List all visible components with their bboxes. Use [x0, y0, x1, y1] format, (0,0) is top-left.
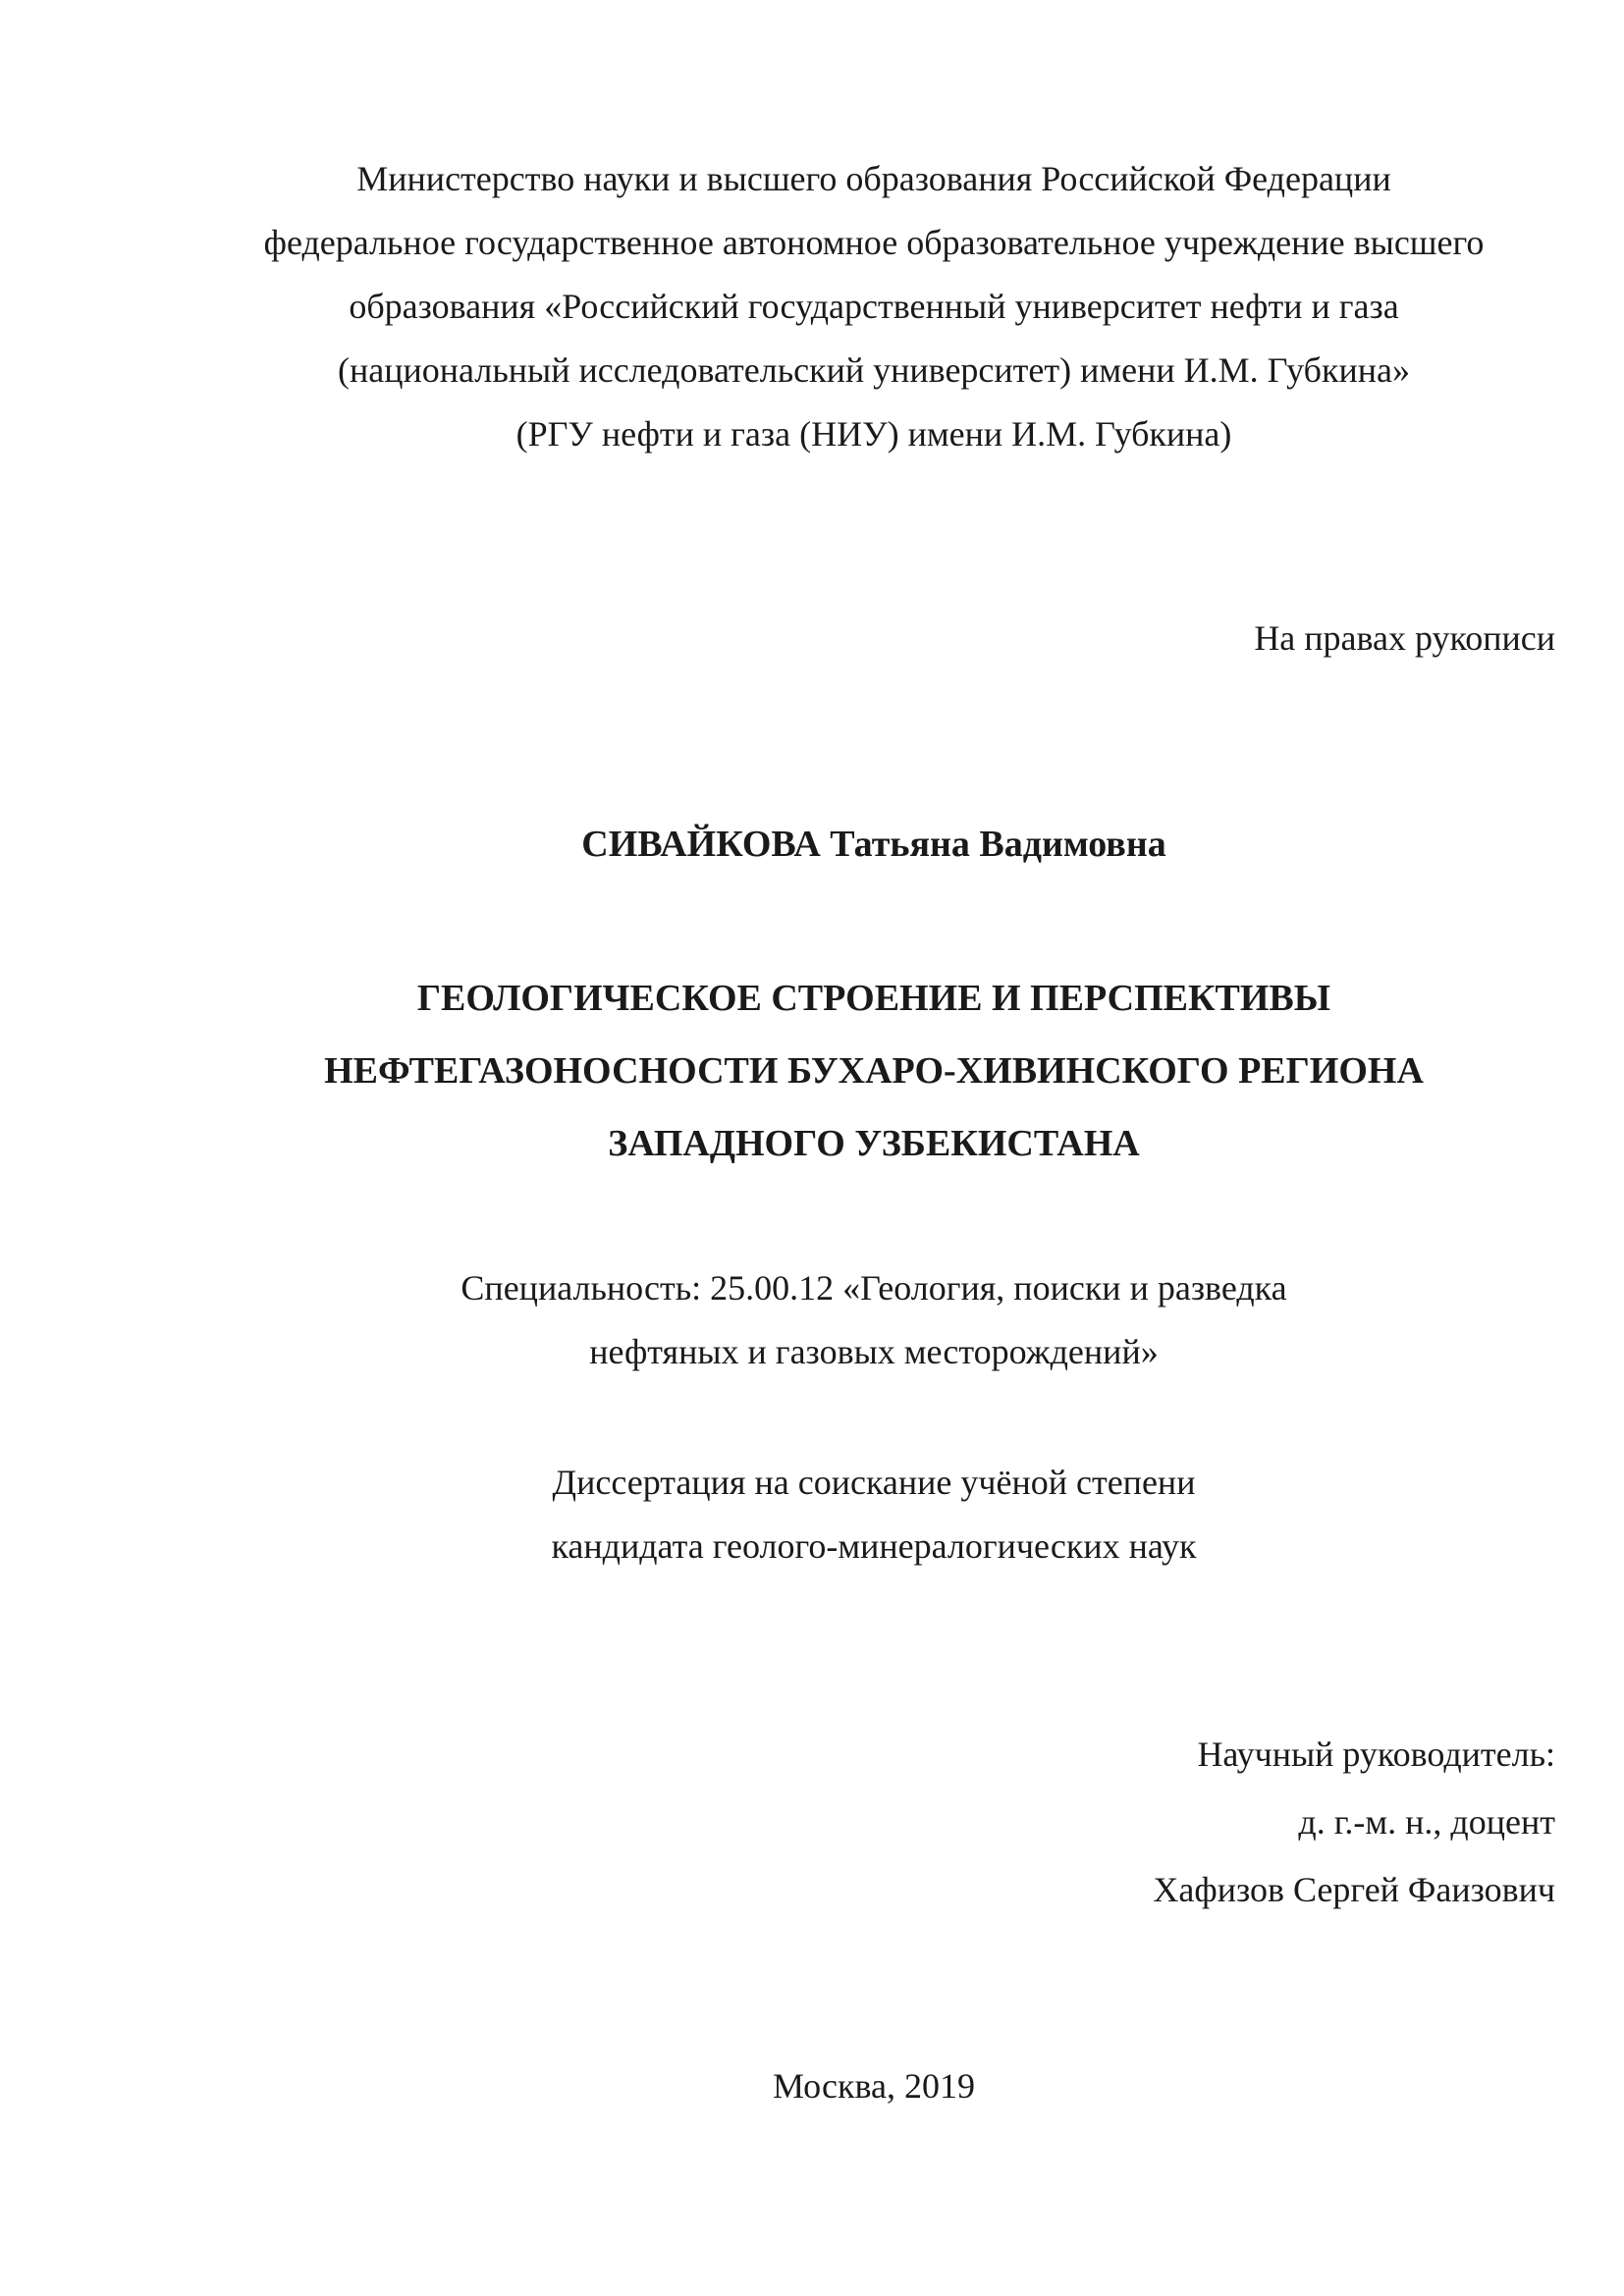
institution-line-abbreviation: (РГУ нефти и газа (НИУ) имени И.М. Губкина)	[515, 414, 1232, 454]
institution-line-type: федеральное государственное автономное образовательное учреждение высшего	[263, 223, 1485, 262]
degree-statement	[187, 1451, 1561, 1578]
degree-statement-line-2: кандидата геолого-минералогических наук	[551, 1526, 1197, 1566]
dissertation-title	[187, 962, 1561, 1180]
institution-line-name: образования «Российский государственный университет нефти и газа	[349, 287, 1399, 326]
author-name	[187, 815, 1561, 874]
supervisor-name: Хафизов Сергей Фаизович	[1153, 1870, 1555, 1909]
author-name-text: СИВАЙКОВА Татьяна Вадимовна	[581, 824, 1166, 865]
manuscript-note	[187, 609, 1555, 667]
specialty-line-1: Специальность: 25.00.12 «Геология, поиски и разведка	[460, 1268, 1287, 1308]
supervisor-block	[187, 1721, 1555, 1924]
city-year	[187, 2056, 1561, 2115]
title-line-2: НЕФТЕГАЗОНОСНОСТИ БУХАРО-ХИВИНСКОГО РЕГИОНА	[324, 1050, 1424, 1092]
specialty	[187, 1256, 1561, 1384]
degree-statement-line-1: Диссертация на соискание учёной степени	[552, 1463, 1196, 1502]
institution-header	[187, 147, 1561, 466]
institution-line-status: (национальный исследовательский университет) имени И.М. Губкина»	[338, 350, 1410, 390]
specialty-line-2: нефтяных и газовых месторождений»	[589, 1332, 1159, 1371]
title-line-3: ЗАПАДНОГО УЗБЕКИСТАНА	[608, 1123, 1140, 1164]
city-year-text: Москва, 2019	[773, 2066, 975, 2106]
supervisor-degree: д. г.-м. н., доцент	[1298, 1802, 1555, 1842]
title-line-1: ГЕОЛОГИЧЕСКОЕ СТРОЕНИЕ И ПЕРСПЕКТИВЫ	[416, 978, 1331, 1019]
supervisor-label: Научный руководитель:	[1197, 1735, 1555, 1774]
institution-line-ministry: Министерство науки и высшего образования Российской Федерации	[356, 159, 1391, 198]
manuscript-note-text: На правах рукописи	[1254, 618, 1555, 658]
